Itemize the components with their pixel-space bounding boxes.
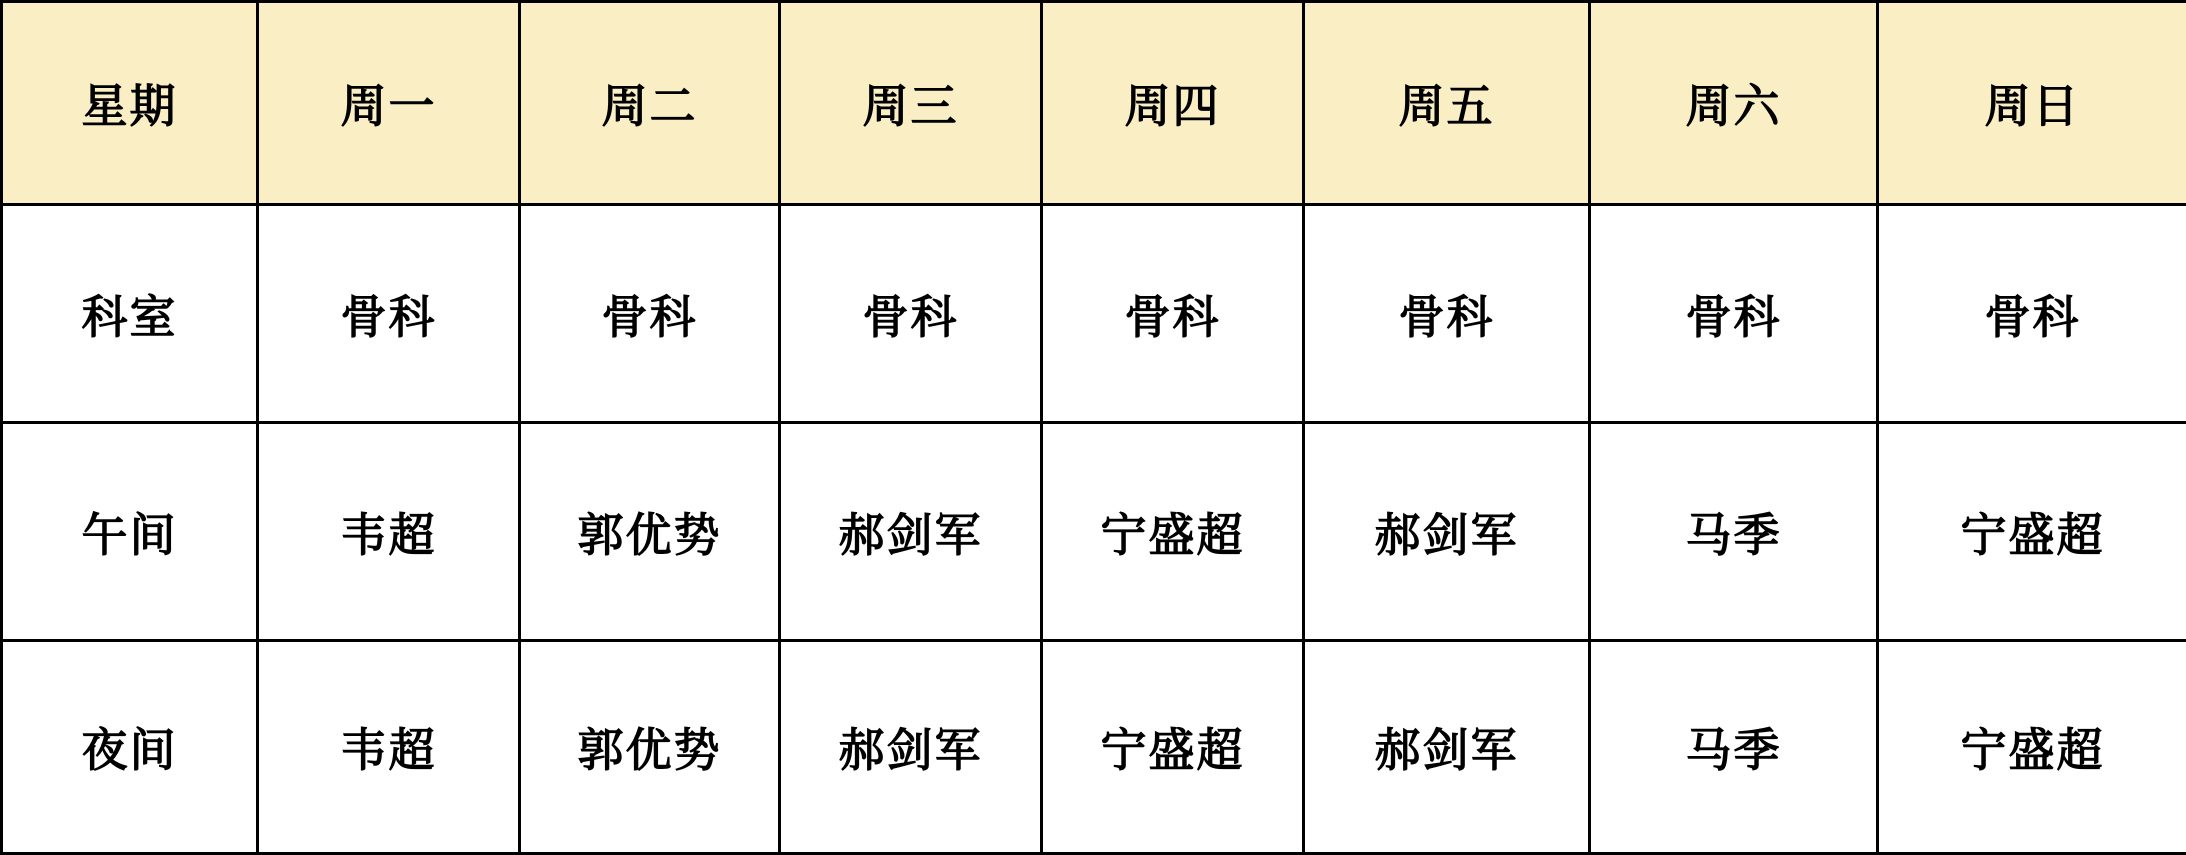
- cell-night-monday: 韦超: [258, 641, 520, 854]
- cell-department-tuesday: 骨科: [520, 205, 780, 423]
- row-label-night: 夜间: [2, 641, 258, 854]
- row-label-midday: 午间: [2, 423, 258, 641]
- cell-midday-sunday: 宁盛超: [1878, 423, 2186, 641]
- cell-night-saturday: 马季: [1590, 641, 1878, 854]
- cell-department-sunday: 骨科: [1878, 205, 2186, 423]
- cell-midday-thursday: 宁盛超: [1042, 423, 1304, 641]
- cell-night-friday: 郝剑军: [1304, 641, 1590, 854]
- cell-night-wednesday: 郝剑军: [780, 641, 1042, 854]
- header-cell-thursday: 周四: [1042, 2, 1304, 205]
- cell-midday-wednesday: 郝剑军: [780, 423, 1042, 641]
- cell-department-friday: 骨科: [1304, 205, 1590, 423]
- header-cell-friday: 周五: [1304, 2, 1590, 205]
- header-cell-wednesday: 周三: [780, 2, 1042, 205]
- cell-midday-tuesday: 郭优势: [520, 423, 780, 641]
- cell-night-sunday: 宁盛超: [1878, 641, 2186, 854]
- cell-midday-saturday: 马季: [1590, 423, 1878, 641]
- table-header-row: [2, 2, 2186, 205]
- header-cell-tuesday: 周二: [520, 2, 780, 205]
- cell-department-wednesday: 骨科: [780, 205, 1042, 423]
- cell-midday-friday: 郝剑军: [1304, 423, 1590, 641]
- cell-department-saturday: 骨科: [1590, 205, 1878, 423]
- table-row: [2, 205, 2186, 423]
- header-cell-monday: 周一: [258, 2, 520, 205]
- cell-night-thursday: 宁盛超: [1042, 641, 1304, 854]
- table-row: [2, 641, 2186, 854]
- table-row: [2, 423, 2186, 641]
- cell-department-monday: 骨科: [258, 205, 520, 423]
- header-cell-weekday: 星期: [2, 2, 258, 205]
- cell-midday-monday: 韦超: [258, 423, 520, 641]
- cell-department-thursday: 骨科: [1042, 205, 1304, 423]
- row-label-department: 科室: [2, 205, 258, 423]
- cell-night-tuesday: 郭优势: [520, 641, 780, 854]
- header-cell-sunday: 周日: [1878, 2, 2186, 205]
- header-cell-saturday: 周六: [1590, 2, 1878, 205]
